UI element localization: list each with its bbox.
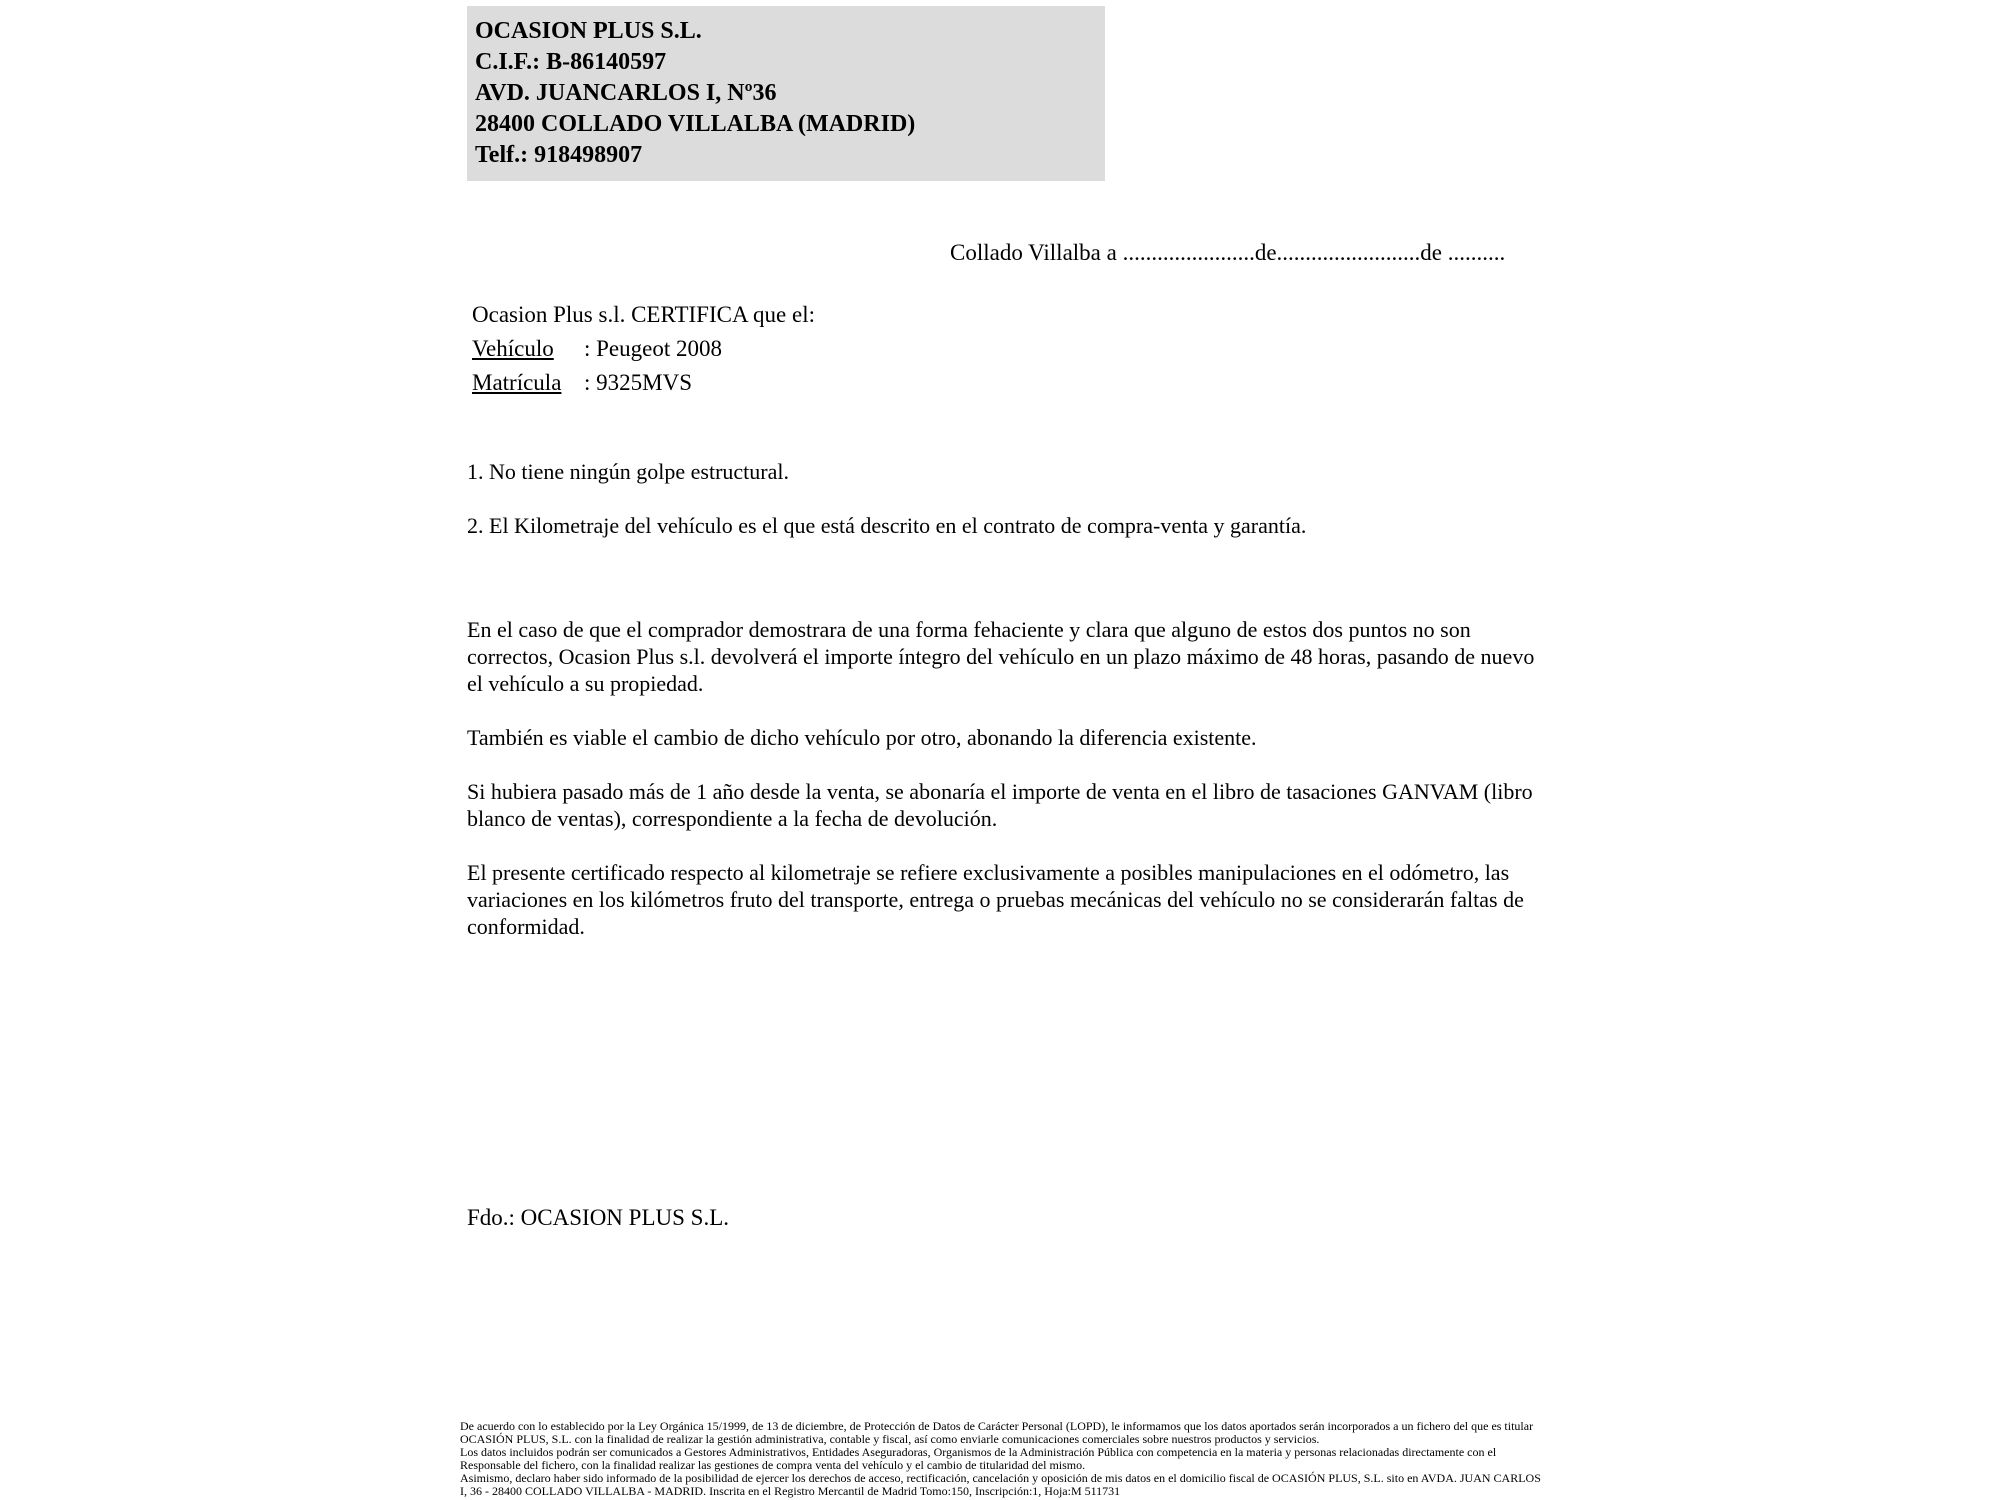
paragraph-exchange: También es viable el cambio de dicho vehículo por otro, abonando la diferencia existente. — [467, 725, 1257, 750]
point-mileage: 2. El Kilometraje del vehículo es el que está descrito en el contrato de compra-venta y garantía. — [467, 513, 1307, 538]
company-phone: Telf.: 918498907 — [475, 142, 643, 168]
legal-footer — [460, 1420, 1545, 1498]
paragraph-odometer: El presente certificado respecto al kilometraje se refiere exclusivamente a posibles manipulaciones en el odómetro, las variaciones en los kilómetros fruto del transporte, entrega o pruebas mecánicas del vehículo no se considerarán faltas de conformidad. — [467, 860, 1524, 939]
vehicle-value: : Peugeot 2008 — [584, 336, 722, 361]
company-city: 28400 COLLADO VILLALBA (MADRID) — [475, 111, 916, 137]
legal-paragraph-rights: Asimismo, declaro haber sido informado de la posibilidad de ejercer los derechos de acceso, rectificación, cancelación y oposición de mis datos en el domicilio fiscal de OCASIÓN PLUS, S.L. sito en AVDA. JUAN CARLOS I, 36 - 28400 COLLADO VILLALBA - MADRID. Inscrita en el Registro Mercantil de Madrid Tomo:150, Inscripción:1, Hoja:M 511731 — [460, 1471, 1541, 1498]
date-line: Collado Villalba a .......................de.........................de .......... — [950, 240, 1506, 265]
paragraph-refund: En el caso de que el comprador demostrara de una forma fehaciente y clara que alguno de estos dos puntos no son correctos, Ocasion Plus s.l. devolverá el importe íntegro del vehículo en un plazo máximo de 48 horas, pasando de nuevo el vehículo a su propiedad. — [467, 617, 1535, 696]
company-name: OCASION PLUS S.L. — [475, 18, 702, 44]
certifica-intro: Ocasion Plus s.l. CERTIFICA que el: — [472, 302, 815, 327]
vehicle-row — [472, 332, 815, 366]
company-header-box — [467, 6, 1105, 181]
plate-row — [472, 366, 815, 400]
vehicle-label: Vehículo — [472, 336, 554, 361]
paragraph-ganvam: Si hubiera pasado más de 1 año desde la venta, se abonaría el importe de venta en el libro de tasaciones GANVAM (libro blanco de ventas), correspondiente a la fecha de devolución. — [467, 779, 1533, 831]
certification-block — [472, 298, 815, 400]
signature-line: Fdo.: OCASION PLUS S.L. — [467, 1205, 729, 1230]
company-address: AVD. JUANCARLOS I, Nº36 — [475, 80, 777, 106]
body-paragraphs — [467, 616, 1545, 967]
point-structural: 1. No tiene ningún golpe estructural. — [467, 459, 789, 484]
legal-paragraph-data-sharing: Los datos incluidos podrán ser comunicados a Gestores Administrativos, Entidades Aseguradoras, Organismos de la Administración Pública con competencia en la materia y personas relacionadas directamente con el Responsable del fichero, con la finalidad realizar las gestiones de compra venta del vehículo y el cambio de titularidad del mismo. — [460, 1445, 1497, 1472]
legal-paragraph-lopd: De acuerdo con lo establecido por la Ley Orgánica 15/1999, de 13 de diciembre, de Protección de Datos de Carácter Personal (LOPD), le informamos que los datos aportados serán incorporados a un fichero del que es titular OCASIÓN PLUS, S.L. con la finalidad de realizar la gestión administrativa, contable y fiscal, así como enviarle comunicaciones comerciales sobre nuestros productos y servicios. — [460, 1419, 1534, 1446]
plate-label: Matrícula — [472, 370, 562, 395]
plate-value: : 9325MVS — [584, 370, 692, 395]
company-cif: C.I.F.: B-86140597 — [475, 49, 667, 75]
